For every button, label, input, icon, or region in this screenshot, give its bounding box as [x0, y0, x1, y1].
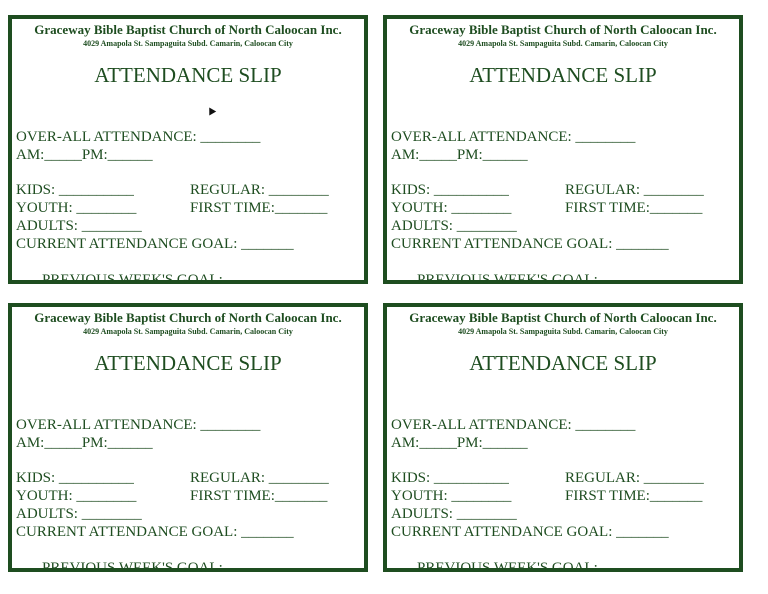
- overall-attendance-field: OVER-ALL ATTENDANCE: ________: [391, 129, 636, 145]
- church-name: Graceway Bible Baptist Church of North Caloocan Inc.: [34, 310, 342, 325]
- previous-week-goal-field: PREVIOUS WEEK'S GOAL:: [42, 560, 223, 576]
- am-pm-field: AM:_____PM:______: [391, 435, 528, 451]
- regular-field: REGULAR: ________: [565, 182, 704, 198]
- first-time-field: FIRST TIME:_______: [565, 488, 703, 504]
- church-address: 4029 Amapola St. Sampaguita Subd. Camarin, Caloocan City: [458, 39, 668, 48]
- am-pm-field: AM:_____PM:______: [16, 435, 153, 451]
- mouse-cursor-icon: [206, 105, 216, 115]
- first-time-field: FIRST TIME:_______: [190, 488, 328, 504]
- attendance-slip-bottom-left: [8, 303, 368, 576]
- slip-title: ATTENDANCE SLIP: [94, 351, 282, 375]
- previous-week-goal-field: PREVIOUS WEEK'S GOAL:: [417, 272, 598, 288]
- am-pm-field: AM:_____PM:______: [16, 147, 153, 163]
- adults-field: ADULTS: ________: [16, 218, 142, 234]
- overall-attendance-field: OVER-ALL ATTENDANCE: ________: [16, 417, 261, 433]
- youth-field: YOUTH: ________: [16, 488, 137, 504]
- previous-week-goal-field: PREVIOUS WEEK'S GOAL:: [42, 272, 223, 288]
- adults-field: ADULTS: ________: [16, 506, 142, 522]
- youth-field: YOUTH: ________: [391, 488, 512, 504]
- slip-title: ATTENDANCE SLIP: [469, 63, 657, 87]
- slip-title: ATTENDANCE SLIP: [469, 351, 657, 375]
- adults-field: ADULTS: ________: [391, 506, 517, 522]
- first-time-field: FIRST TIME:_______: [565, 200, 703, 216]
- overall-attendance-field: OVER-ALL ATTENDANCE: ________: [16, 129, 261, 145]
- church-name: Graceway Bible Baptist Church of North Caloocan Inc.: [409, 310, 717, 325]
- attendance-slip-top-left: [8, 15, 368, 288]
- attendance-slip-top-right: [383, 15, 743, 288]
- attendance-goal-field: CURRENT ATTENDANCE GOAL: _______: [16, 524, 294, 540]
- kids-field: KIDS: __________: [16, 182, 134, 198]
- attendance-goal-field: CURRENT ATTENDANCE GOAL: _______: [391, 236, 669, 252]
- kids-field: KIDS: __________: [391, 182, 509, 198]
- church-address: 4029 Amapola St. Sampaguita Subd. Camarin, Caloocan City: [458, 327, 668, 336]
- overall-attendance-field: OVER-ALL ATTENDANCE: ________: [391, 417, 636, 433]
- slip-title: ATTENDANCE SLIP: [94, 63, 282, 87]
- youth-field: YOUTH: ________: [16, 200, 137, 216]
- adults-field: ADULTS: ________: [391, 218, 517, 234]
- regular-field: REGULAR: ________: [565, 470, 704, 486]
- attendance-goal-field: CURRENT ATTENDANCE GOAL: _______: [391, 524, 669, 540]
- church-name: Graceway Bible Baptist Church of North Caloocan Inc.: [34, 22, 342, 37]
- youth-field: YOUTH: ________: [391, 200, 512, 216]
- am-pm-field: AM:_____PM:______: [391, 147, 528, 163]
- first-time-field: FIRST TIME:_______: [190, 200, 328, 216]
- regular-field: REGULAR: ________: [190, 182, 329, 198]
- church-address: 4029 Amapola St. Sampaguita Subd. Camarin, Caloocan City: [83, 327, 293, 336]
- church-name: Graceway Bible Baptist Church of North Caloocan Inc.: [409, 22, 717, 37]
- church-address: 4029 Amapola St. Sampaguita Subd. Camarin, Caloocan City: [83, 39, 293, 48]
- regular-field: REGULAR: ________: [190, 470, 329, 486]
- kids-field: KIDS: __________: [391, 470, 509, 486]
- attendance-slip-bottom-right: [383, 303, 743, 576]
- previous-week-goal-field: PREVIOUS WEEK'S GOAL:: [417, 560, 598, 576]
- attendance-goal-field: CURRENT ATTENDANCE GOAL: _______: [16, 236, 294, 252]
- kids-field: KIDS: __________: [16, 470, 134, 486]
